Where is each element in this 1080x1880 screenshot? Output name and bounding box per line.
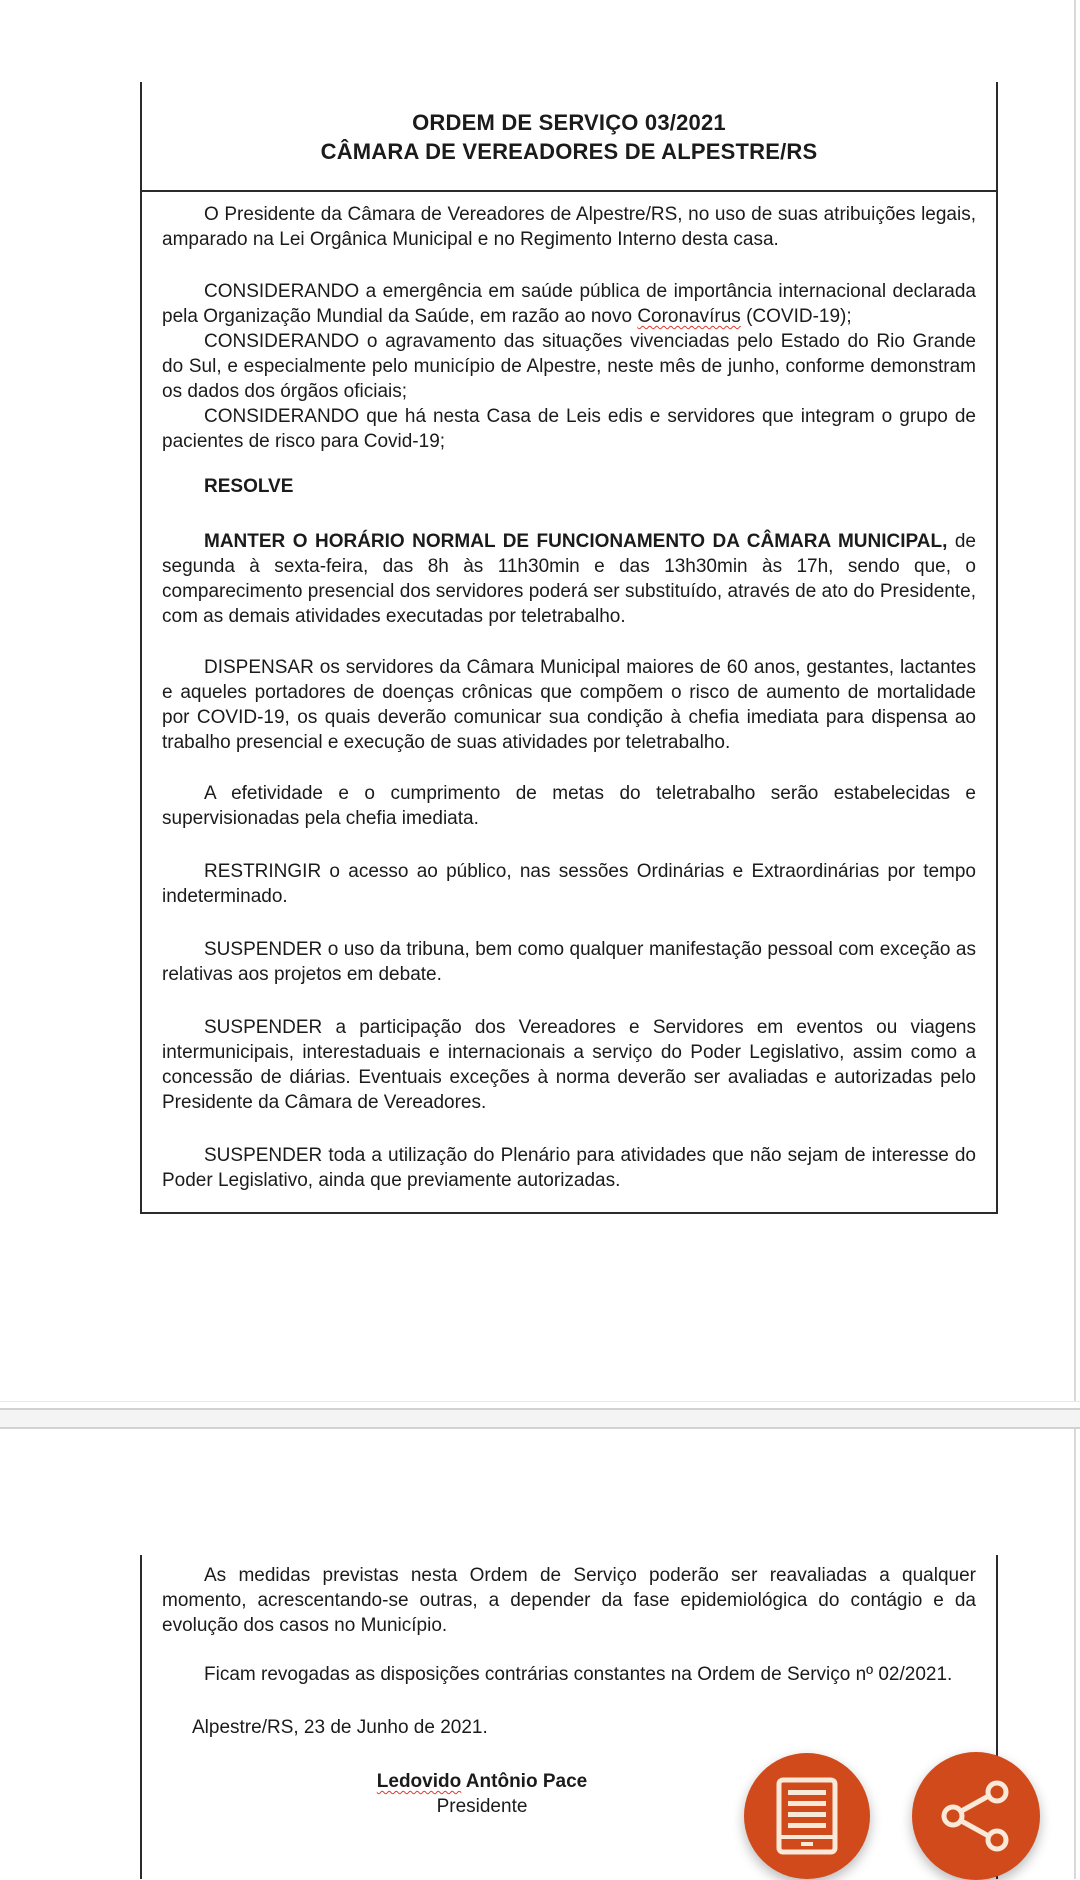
- document-paragraph: SUSPENDER toda a utilização do Plenário para atividades que não sejam de interesse do Poder Legislativo, ainda que previamente autorizadas.: [162, 1145, 976, 1191]
- share-fab-button[interactable]: [912, 1752, 1040, 1880]
- document-border-box: [140, 82, 998, 1214]
- document-paragraph: RESTRINGIR o acesso ao público, nas sessões Ordinárias e Extraordinárias por tempo indeterminado.: [162, 861, 976, 907]
- document-border-box-page2: [140, 1555, 998, 1879]
- separator-band: [0, 1410, 1080, 1427]
- sheet-right-edge-divider: [1074, 0, 1076, 1879]
- document-title-line1: ORDEM DE SERVIÇO 03/2021: [412, 110, 726, 135]
- signature-name: Ledovido Antônio Pace: [376, 1771, 588, 1792]
- document-date: Alpestre/RS, 23 de Junho de 2021.: [192, 1717, 488, 1738]
- document-paragraph: CONSIDERANDO a emergência em saúde pública de importância internacional declarada pela Organização Mundial da Saúde, em razão ao novo Coronavírus (COVID-19);: [162, 281, 976, 327]
- document-paragraph: MANTER O HORÁRIO NORMAL DE FUNCIONAMENTO DA CÂMARA MUNICIPAL, de segunda à sexta-feira, das 8h às 11h30min e das 13h30min às 17h, sendo que, o comparecimento presencial dos servidores poderá ser substituído, através de ato do Presidente, com as demais atividades executadas por teletrabalho.: [162, 531, 976, 627]
- document-paragraph: O Presidente da Câmara de Vereadores de Alpestre/RS, no uso de suas atribuições legais, amparado na Lei Orgânica Municipal e no Regimento Interno desta casa.: [162, 204, 976, 250]
- page-separator: [0, 1401, 1080, 1430]
- share-icon: [940, 1780, 1012, 1852]
- document-title-line2: CÂMARA DE VEREADORES DE ALPESTRE/RS: [320, 139, 818, 164]
- document-paragraph: CONSIDERANDO o agravamento das situações vivenciadas pelo Estado do Rio Grande do Sul, e especialmente pelo município de Alpestre, neste mês de junho, conforme demonstram os dados dos órgãos oficiais;: [162, 331, 976, 402]
- signature-role: Presidente: [436, 1796, 528, 1817]
- document-paragraph: Ficam revogadas as disposições contrárias constantes na Ordem de Serviço nº 02/2021.: [204, 1664, 953, 1685]
- document-paragraph: SUSPENDER a participação dos Vereadores e Servidores em eventos ou viagens intermunicipais, interestaduais e internacionais a serviço do Poder Legislativo, assim como a concessão de diárias. Eventuais exceções à norma deverão ser avaliadas e autorizadas pelo Presidente da Câmara de Vereadores.: [162, 1017, 976, 1113]
- document-paragraph: RESOLVE: [204, 476, 294, 497]
- document-body-page2: [142, 1555, 996, 1819]
- document-body-page1: [142, 192, 996, 1193]
- document-paragraph: SUSPENDER o uso da tribuna, bem como qualquer manifestação pessoal com exceção as relativas aos projetos em debate.: [162, 939, 976, 985]
- document-paragraph: CONSIDERANDO que há nesta Casa de Leis edis e servidores que integram o grupo de pacientes de risco para Covid-19;: [162, 406, 976, 452]
- document-paragraph: DISPENSAR os servidores da Câmara Municipal maiores de 60 anos, gestantes, lactantes e aqueles portadores de doenças crônicas que compõem o risco de aumento de mortalidade por COVID-19, os quais deverão comunicar sua condição à chefia imediata para dispensa ao trabalho presencial e execução de suas atividades por teletrabalho.: [162, 657, 976, 753]
- document-paragraph: As medidas previstas nesta Ordem de Serviço poderão ser reavaliadas a qualquer momento, acrescentando-se outras, a depender da fase epidemiológica do contágio e da evolução dos casos no Município.: [162, 1565, 976, 1636]
- separator-line: [0, 1427, 1080, 1429]
- mobile-reader-fab-button[interactable]: [744, 1753, 870, 1879]
- document-header: [142, 82, 996, 192]
- document-paragraph: A efetividade e o cumprimento de metas do teletrabalho serão estabelecidas e supervisionadas pela chefia imediata.: [162, 783, 976, 829]
- mobile-reader-icon: [776, 1777, 838, 1855]
